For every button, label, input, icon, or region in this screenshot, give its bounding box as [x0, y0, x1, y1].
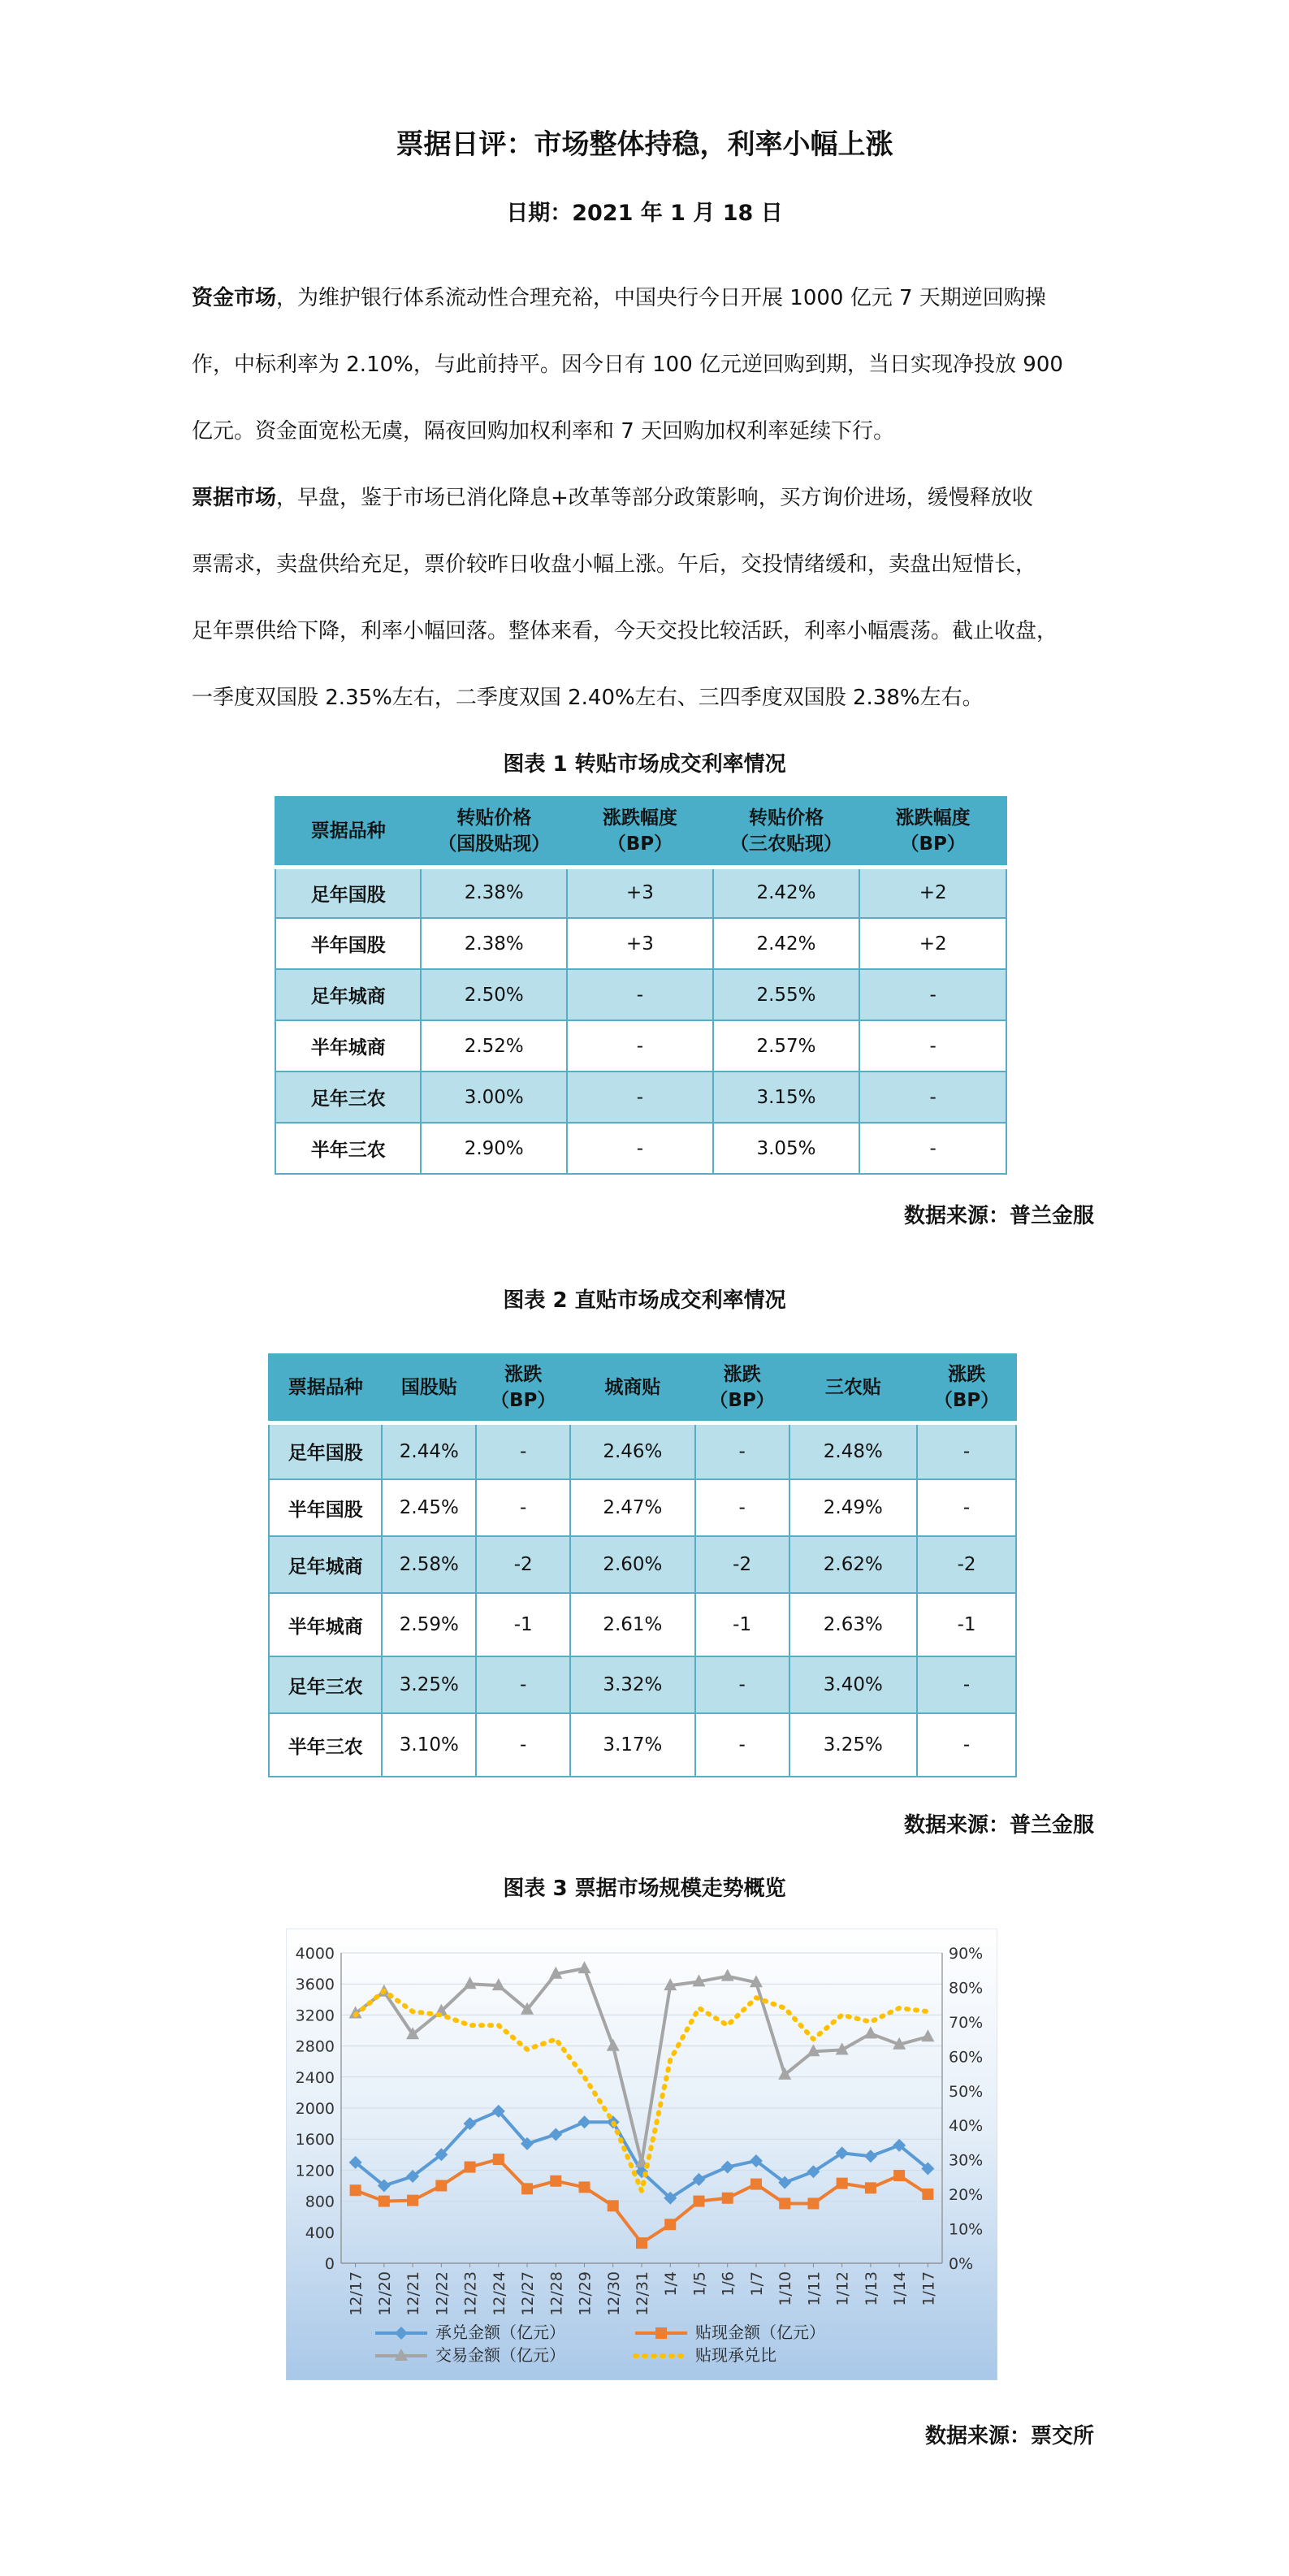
- y-right-tick-label: 90%: [949, 1945, 984, 1963]
- header-line: 国股贴: [400, 1377, 457, 1399]
- table-cell: 2.45%: [382, 1479, 476, 1536]
- table-cell: +2: [859, 918, 1006, 969]
- table-cell: 3.40%: [789, 1656, 918, 1713]
- column-header: [275, 797, 421, 867]
- bill-market-paragraph: [192, 465, 1093, 731]
- table-cell: 2.59%: [382, 1593, 476, 1656]
- table-header-row: [275, 797, 1006, 867]
- x-tick-label: 12/23: [461, 2271, 480, 2316]
- row-label-cell: 半年城商: [269, 1593, 382, 1656]
- table-cell: 3.10%: [382, 1713, 476, 1777]
- x-tick-label: 1/17: [919, 2271, 938, 2306]
- table-row: [275, 1020, 1006, 1072]
- x-tick-label: 12/29: [576, 2271, 595, 2316]
- x-tick-label: 12/22: [433, 2271, 452, 2316]
- column-header: [695, 1354, 789, 1422]
- table-cell: -: [476, 1479, 570, 1536]
- x-tick-label: 12/28: [547, 2271, 566, 2316]
- header-line: 票据品种: [288, 1377, 363, 1399]
- table-cell: -: [567, 1072, 713, 1123]
- y-left-tick-label: 3200: [295, 2007, 335, 2025]
- y-left-tick-label: 2000: [295, 2100, 335, 2118]
- header-subline: （BP）: [900, 833, 966, 855]
- table2-caption: 图表 2 直贴市场成交利率情况: [503, 1288, 786, 1313]
- y-right-tick-label: 80%: [949, 1979, 984, 1998]
- column-header: [570, 1354, 695, 1422]
- x-tick-label: 1/7: [747, 2271, 766, 2297]
- table-cell: -: [859, 969, 1006, 1020]
- data-point: [550, 2176, 561, 2187]
- x-tick-label: 1/4: [662, 2271, 681, 2297]
- y-left-tick-label: 4000: [295, 1945, 335, 1963]
- header-subline: （BP）: [607, 833, 673, 855]
- y-left-tick-label: 1600: [295, 2131, 335, 2150]
- x-tick-label: 1/6: [719, 2271, 737, 2297]
- row-label-cell: 半年城商: [275, 1020, 421, 1072]
- header-line: 涨跌幅度: [895, 807, 971, 829]
- table-cell: 3.00%: [421, 1072, 567, 1123]
- table-cell: -1: [476, 1593, 570, 1656]
- row-label-cell: 半年国股: [269, 1479, 382, 1536]
- column-header: [789, 1354, 918, 1422]
- x-tick-label: 1/14: [891, 2271, 910, 2306]
- paragraph-line: 一季度双国股 2.35%左右，二季度双国 2.40%左右、三四季度双国股 2.38%左右。: [192, 686, 984, 710]
- y-left-tick-label: 1200: [295, 2162, 335, 2180]
- section-lead: 票据市场: [192, 486, 277, 510]
- data-point: [664, 2219, 676, 2230]
- y-right-tick-label: 20%: [949, 2186, 984, 2205]
- header-line: 转贴价格: [749, 807, 824, 829]
- table-cell: -: [476, 1713, 570, 1777]
- table-cell: -2: [476, 1536, 570, 1593]
- table-cell: -2: [695, 1536, 789, 1593]
- page-title: 票据日评：市场整体持稳，利率小幅上涨: [396, 128, 893, 161]
- x-tick-label: 12/17: [347, 2271, 366, 2316]
- row-label-cell: 足年城商: [269, 1536, 382, 1593]
- y-left-tick-label: 3600: [295, 1976, 335, 1994]
- x-tick-label: 12/20: [375, 2271, 394, 2316]
- column-header: [917, 1354, 1016, 1422]
- table-row: [269, 1593, 1016, 1656]
- column-header: [713, 797, 860, 867]
- line-text: ，早盘，鉴于市场已消化降息+改革等部分政策影响，买方询价进场，缓慢释放收: [276, 486, 1033, 510]
- table-row: [275, 1123, 1006, 1174]
- bill-market-scale-chart: [286, 1929, 997, 2380]
- table-row: [275, 969, 1006, 1020]
- table-cell: +3: [567, 918, 713, 969]
- y-right-tick-label: 70%: [949, 2013, 984, 2032]
- y-right-tick-label: 60%: [949, 2048, 984, 2067]
- y-left-tick-label: 2400: [295, 2068, 335, 2087]
- section-lead: 资金市场: [192, 286, 277, 310]
- y-right-tick-label: 40%: [949, 2117, 984, 2136]
- data-point: [779, 2197, 790, 2209]
- data-point: [693, 2196, 704, 2207]
- table-cell: -: [695, 1713, 789, 1777]
- data-point: [807, 2197, 819, 2209]
- paragraph-line: 票需求，卖盘供给充足，票价较昨日收盘小幅上涨。午后，交投情绪缓和，卖盘出短惜长，: [192, 552, 1037, 577]
- chart-source: 数据来源：票交所: [924, 2424, 1094, 2448]
- header-line: 票据品种: [310, 820, 386, 842]
- table-cell: +3: [567, 867, 713, 918]
- data-point: [837, 2178, 848, 2189]
- table-cell: 2.44%: [382, 1422, 476, 1479]
- y-left-tick-label: 800: [305, 2193, 335, 2211]
- table-cell: -: [859, 1020, 1006, 1072]
- header-subline: （国股贴现）: [438, 833, 551, 855]
- row-label-cell: 半年国股: [275, 918, 421, 969]
- data-point: [893, 2170, 905, 2181]
- table-cell: 3.25%: [789, 1713, 918, 1777]
- header-subline: （三农贴现）: [730, 833, 842, 855]
- header-line: 三农贴: [824, 1377, 881, 1399]
- table-cell: 2.38%: [421, 867, 567, 918]
- table-cell: -1: [695, 1593, 789, 1656]
- x-tick-label: 12/21: [404, 2271, 423, 2316]
- table-cell: +2: [859, 867, 1006, 918]
- header-subline: （BP）: [490, 1390, 556, 1412]
- table-cell: -: [695, 1479, 789, 1536]
- table-cell: -: [859, 1123, 1006, 1174]
- header-line: 城商贴: [604, 1377, 661, 1399]
- table-cell: 2.49%: [789, 1479, 918, 1536]
- table-cell: 2.48%: [789, 1422, 918, 1479]
- table-cell: 3.25%: [382, 1656, 476, 1713]
- table-cell: 2.50%: [421, 969, 567, 1020]
- table-cell: -: [567, 969, 713, 1020]
- data-point: [750, 2179, 762, 2190]
- data-point: [521, 2183, 533, 2194]
- data-point: [407, 2195, 418, 2206]
- paragraph-line: [192, 265, 1093, 331]
- table-cell: -: [567, 1020, 713, 1072]
- table2-source: 数据来源：普兰金服: [903, 1813, 1094, 1838]
- row-label-cell: 足年国股: [269, 1422, 382, 1479]
- x-tick-label: 12/31: [634, 2271, 651, 2316]
- table-cell: 2.58%: [382, 1536, 476, 1593]
- header-line: 涨跌幅度: [602, 807, 677, 829]
- header-subline: （BP）: [933, 1390, 1000, 1412]
- table-cell: 2.42%: [713, 867, 860, 918]
- x-tick-label: 12/27: [519, 2271, 538, 2316]
- x-tick-label: 1/5: [690, 2271, 709, 2297]
- x-tick-label: 12/24: [490, 2271, 508, 2316]
- data-point: [350, 2184, 361, 2196]
- column-header: [476, 1354, 570, 1422]
- table-cell: 2.47%: [570, 1479, 695, 1536]
- column-header: [421, 797, 567, 867]
- data-point: [579, 2181, 590, 2193]
- header-line: 涨跌: [504, 1364, 543, 1386]
- legend-label: 贴现金额（亿元）: [695, 2323, 825, 2342]
- table-cell: -: [859, 1072, 1006, 1123]
- table-row: [269, 1479, 1016, 1536]
- data-point: [655, 2327, 667, 2339]
- paragraph-line: [192, 465, 1093, 531]
- money-market-paragraph: [192, 265, 1093, 465]
- data-point: [922, 2189, 933, 2200]
- y-right-tick-label: 0%: [949, 2255, 974, 2273]
- table-cell: 2.63%: [789, 1593, 918, 1656]
- line-text: ，为维护银行体系流动性合理充裕，中国央行今日开展 1000 亿元 7 天期逆回购操: [276, 286, 1046, 310]
- table-cell: -1: [917, 1593, 1016, 1656]
- table1-source: 数据来源：普兰金服: [903, 1204, 1094, 1228]
- table-row: [275, 867, 1006, 918]
- table-cell: -2: [917, 1536, 1016, 1593]
- table-cell: 3.05%: [713, 1123, 860, 1174]
- table-row: [269, 1536, 1016, 1593]
- data-point: [378, 2196, 390, 2207]
- table-cell: 2.90%: [421, 1123, 567, 1174]
- row-label-cell: 足年城商: [275, 969, 421, 1020]
- row-label-cell: 半年三农: [269, 1713, 382, 1777]
- table-row: [269, 1422, 1016, 1479]
- table-cell: 2.42%: [713, 918, 860, 969]
- data-point: [636, 2237, 647, 2249]
- y-right-tick-label: 50%: [949, 2082, 984, 2101]
- header-line: 涨跌: [723, 1364, 761, 1386]
- table-cell: -: [917, 1422, 1016, 1479]
- data-point: [465, 2162, 476, 2173]
- table-cell: -: [917, 1656, 1016, 1713]
- paragraph-line: 亿元。资金面宽松无虞，隔夜回购加权利率和 7 天回购加权利率延续下行。: [192, 419, 895, 444]
- header-line: 涨跌: [948, 1364, 986, 1386]
- table1-caption: 图表 1 转贴市场成交利率情况: [503, 752, 786, 777]
- table-row: [275, 1072, 1006, 1123]
- chart-caption: 图表 3 票据市场规模走势概览: [503, 1877, 786, 1901]
- paragraph-line: 作，中标利率为 2.10%，与此前持平。因今日有 100 亿元逆回购到期，当日实现净投放 900: [192, 353, 1063, 377]
- data-point: [435, 2180, 447, 2192]
- paragraph-line: 足年票供给下降，利率小幅回落。整体来看，今天交投比较活跃，利率小幅震荡。截止收盘，: [192, 619, 1058, 643]
- table-cell: 3.15%: [713, 1072, 860, 1123]
- table-header-row: [269, 1354, 1016, 1422]
- table-cell: -: [476, 1656, 570, 1713]
- table-cell: 2.38%: [421, 918, 567, 969]
- rediscount-rate-table: [275, 796, 1007, 1175]
- x-tick-label: 1/13: [862, 2271, 880, 2306]
- direct-discount-rate-table: [268, 1353, 1017, 1777]
- legend-label: 交易金额（亿元）: [435, 2345, 565, 2365]
- x-tick-label: 1/11: [805, 2271, 824, 2306]
- row-label-cell: 足年国股: [275, 867, 421, 918]
- column-header: [859, 797, 1006, 867]
- y-left-tick-label: 400: [305, 2223, 335, 2242]
- table-row: [269, 1713, 1016, 1777]
- data-point: [608, 2200, 619, 2211]
- x-tick-label: 12/30: [604, 2271, 623, 2316]
- y-left-tick-label: 2800: [295, 2037, 335, 2056]
- table-cell: 2.62%: [789, 1536, 918, 1593]
- legend-label: 贴现承兑比: [695, 2345, 776, 2365]
- table-cell: -: [917, 1713, 1016, 1777]
- legend-label: 承兑金额（亿元）: [435, 2323, 565, 2342]
- table-cell: 2.46%: [570, 1422, 695, 1479]
- row-label-cell: 半年三农: [275, 1123, 421, 1174]
- table-row: [269, 1656, 1016, 1713]
- table-cell: 2.61%: [570, 1593, 695, 1656]
- data-point: [493, 2154, 504, 2165]
- chart-svg: [286, 1929, 997, 2380]
- y-right-tick-label: 10%: [949, 2220, 984, 2239]
- y-right-tick-label: 30%: [949, 2151, 984, 2170]
- table-cell: 2.57%: [713, 1020, 860, 1072]
- data-point: [865, 2182, 876, 2193]
- row-label-cell: 足年三农: [269, 1656, 382, 1713]
- column-header: [382, 1354, 476, 1422]
- table-cell: 3.17%: [570, 1713, 695, 1777]
- table-cell: 2.60%: [570, 1536, 695, 1593]
- data-point: [722, 2193, 733, 2204]
- table-cell: -: [917, 1479, 1016, 1536]
- x-tick-label: 1/12: [833, 2271, 852, 2306]
- x-tick-label: 1/10: [776, 2271, 795, 2306]
- table-cell: -: [567, 1123, 713, 1174]
- header-line: 转贴价格: [456, 807, 532, 829]
- report-date: 日期：2021 年 1 月 18 日: [506, 201, 783, 226]
- column-header: [567, 797, 713, 867]
- table-cell: 2.52%: [421, 1020, 567, 1072]
- table-cell: -: [695, 1422, 789, 1479]
- y-left-tick-label: 0: [324, 2255, 335, 2273]
- table-row: [275, 918, 1006, 969]
- header-subline: （BP）: [709, 1390, 775, 1412]
- table-cell: 2.55%: [713, 969, 860, 1020]
- table-cell: 3.32%: [570, 1656, 695, 1713]
- table-cell: -: [695, 1656, 789, 1713]
- column-header: [269, 1354, 382, 1422]
- table-cell: -: [476, 1422, 570, 1479]
- row-label-cell: 足年三农: [275, 1072, 421, 1123]
